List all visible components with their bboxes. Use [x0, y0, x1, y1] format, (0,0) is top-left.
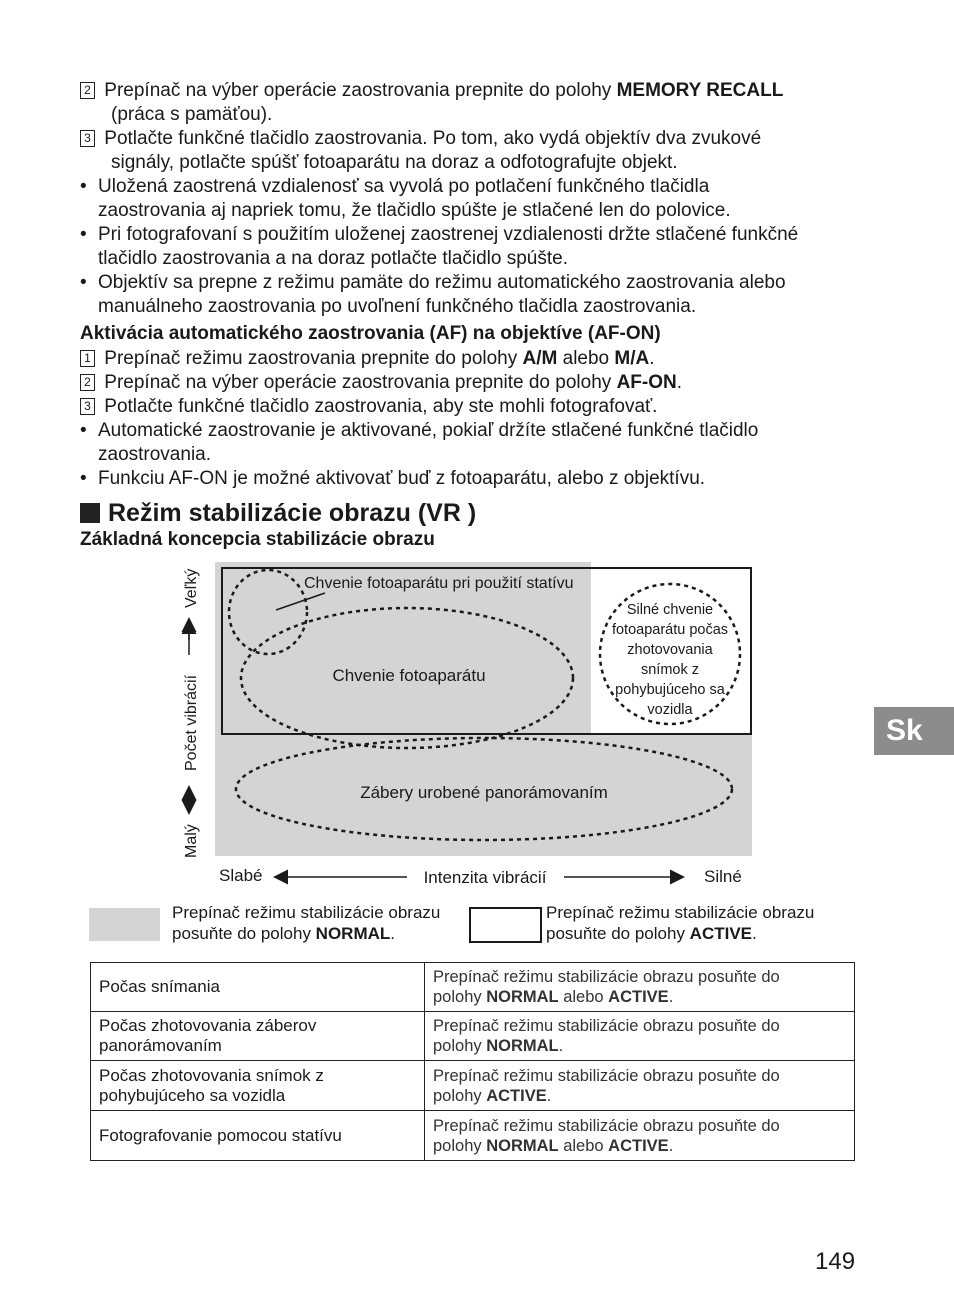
cell-line: Prepínač režimu stabilizácie obrazu posuňte do [433, 968, 780, 986]
afon-heading: Aktivácia automatického zaostrovania (AF) na objektíve (AF-ON) [80, 323, 661, 344]
camera-shake-label: Chvenie fotoaparátu [332, 666, 486, 685]
bullet-2-cont: tlačidlo zaostrovania a na doraz potlačte tlačidlo spúšte. [98, 248, 568, 269]
legend-line [546, 923, 814, 944]
x-axis-title: Intenzita vibrácií [423, 868, 547, 887]
instruction-cell [425, 1111, 855, 1161]
afon-bullet-1 [80, 419, 758, 443]
cell-text: polohy [433, 1086, 487, 1105]
table-row [91, 1012, 855, 1061]
cell-line [433, 1036, 846, 1056]
instruction-cell [425, 1061, 855, 1111]
bullet-text: Objektív sa prepne z režimu pamäte do režimu automatického zaostrovania alebo [98, 272, 786, 293]
language-tab: Sk [874, 707, 954, 755]
bullet-3-cont: manuálneho zaostrovania po uvoľnení funkčného tlačidla zaostrovania. [98, 296, 697, 317]
vehicle-label-line: zhotovovania [627, 642, 713, 658]
cell-text: polohy [433, 1037, 487, 1055]
afon-step-3 [80, 395, 657, 419]
x-axis-high-label: Silné [704, 867, 742, 886]
step-bold: MEMORY RECALL [616, 80, 784, 101]
cell-line [433, 1086, 846, 1106]
table-row [91, 1061, 855, 1111]
step-bold: A/M [522, 348, 558, 369]
mode-bold: NORMAL [486, 988, 559, 1006]
situation-cell [91, 1111, 425, 1161]
cell-line: Prepínač režimu stabilizácie obrazu posuňte do [433, 1066, 780, 1085]
cell-line: Prepínač režimu stabilizácie obrazu posuňte do [433, 1017, 780, 1035]
cell-text: polohy [433, 1136, 487, 1155]
tripod-label: Chvenie fotoaparátu pri použití statívu [304, 575, 574, 592]
y-axis-title: Počet vibrácií [183, 674, 200, 771]
mode-bold: ACTIVE [608, 988, 669, 1006]
afon-bullet-2 [80, 467, 705, 491]
situation-cell [91, 1061, 425, 1111]
step-text: Prepínač režimu zaostrovania prepnite do polohy [104, 348, 523, 369]
bullet-3 [80, 271, 786, 295]
step-bold: M/A [614, 348, 650, 369]
vehicle-label-line: vozidla [647, 702, 693, 718]
cell-text: . [668, 1136, 674, 1155]
bullet-text: Pri fotografovaní s použitím uloženej zaostrenej vzdialenosti držte stlačené funkčné [98, 224, 799, 245]
vr-heading [80, 499, 476, 528]
step-number: 3 [80, 130, 95, 147]
bullet-text: Automatické zaostrovanie je aktivované, pokiaľ držíte stlačené funkčné tlačidlo [98, 420, 759, 441]
step-3-line [80, 127, 761, 151]
afon-step-2 [80, 371, 682, 395]
step-text: . [676, 372, 682, 393]
vr-subheading: Základná koncepcia stabilizácie obrazu [80, 529, 435, 550]
legend-active-text [546, 902, 814, 944]
cell-line: Počas zhotovovania snímok z [99, 1065, 324, 1085]
cell-line: Počas zhotovovania záberov [99, 1016, 317, 1035]
y-axis-high-label: Veľký [183, 568, 200, 608]
cell-line: Počas snímania [99, 977, 220, 996]
panning-label: Zábery urobené panorámovaním [360, 783, 608, 802]
bullet-1-cont: zaostrovania aj napriek tomu, že tlačidlo spúšte je stlačené len do polovice. [98, 200, 731, 221]
step-number: 2 [80, 374, 95, 391]
y-axis-low-label: Malý [183, 824, 200, 858]
bullet-2 [80, 223, 798, 247]
cell-line: Fotografovanie pomocou statívu [99, 1125, 342, 1145]
legend-line [172, 923, 440, 944]
afon-bullet-1-cont: zaostrovania. [98, 444, 212, 465]
step-number: 1 [80, 350, 95, 367]
cell-line: Prepínač režimu stabilizácie obrazu posuňte do [433, 1116, 780, 1135]
legend-line: Prepínač režimu stabilizácie obrazu [172, 903, 441, 922]
step-number: 2 [80, 82, 95, 99]
bullet-dot-icon: • [80, 420, 87, 441]
table-row [91, 963, 855, 1012]
vr-heading-text: Režim stabilizácie obrazu (VR ) [108, 499, 477, 527]
mode-bold: ACTIVE [486, 1086, 547, 1105]
bullet-dot-icon: • [80, 468, 87, 489]
cell-line: panorámovaním [99, 1036, 222, 1055]
bullet-text: Uložená zaostrená vzdialenosť sa vyvolá po potlačení funkčného tlačidla [98, 176, 710, 197]
cell-text: . [558, 1037, 564, 1055]
step-3-continuation: signály, potlačte spúšť fotoaparátu na doraz a odfotografujte objekt. [111, 152, 678, 173]
mode-bold: ACTIVE [608, 1136, 669, 1155]
instruction-cell [425, 963, 855, 1012]
step-text: alebo [557, 348, 615, 369]
cell-line [433, 987, 846, 1007]
step-text: Prepínač na výber operácie zaostrovania prepnite do polohy [104, 372, 617, 393]
cell-text: polohy [433, 988, 487, 1006]
legend-normal-text [172, 902, 440, 944]
legend-active-swatch [469, 907, 542, 943]
bullet-dot-icon: • [80, 224, 87, 245]
legend-post: . [752, 924, 757, 943]
step-text: Potlačte funkčné tlačidlo zaostrovania. Po tom, ako vydá objektív dva zvukové [104, 128, 762, 149]
instruction-cell [425, 1012, 855, 1061]
vehicle-label-line: snímok z [640, 662, 700, 678]
cell-text: . [668, 988, 674, 1006]
page-number: 149 [815, 1248, 856, 1275]
legend-post: . [390, 924, 396, 943]
cell-line: pohybujúceho sa vozidla [99, 1085, 286, 1105]
x-axis-low-label: Slabé [219, 866, 263, 885]
situation-cell [91, 963, 425, 1012]
vehicle-label-line: Silné chvenie [626, 602, 714, 618]
bullet-1 [80, 175, 709, 199]
legend-bold: NORMAL [315, 924, 391, 943]
step-bold: AF-ON [616, 372, 677, 393]
legend-line: Prepínač režimu stabilizácie obrazu [546, 903, 815, 922]
step-text: Prepínač na výber operácie zaostrovania prepnite do polohy [104, 80, 617, 101]
cell-text: alebo [558, 1136, 609, 1155]
mode-bold: NORMAL [486, 1037, 559, 1055]
cell-line [433, 1136, 846, 1156]
vehicle-label-line: fotoaparátu počas [611, 622, 729, 638]
legend-pre: posuňte do polohy [546, 924, 690, 943]
step-text: . [649, 348, 655, 369]
table-row [91, 1111, 855, 1161]
step-2-continuation: (práca s pamäťou). [111, 104, 273, 125]
step-number: 3 [80, 398, 95, 415]
bullet-text: Funkciu AF-ON je možné aktivovať buď z fotoaparátu, alebo z objektívu. [98, 468, 706, 489]
vr-mode-table [90, 962, 855, 1161]
step-2-line [80, 79, 783, 103]
situation-cell [91, 1012, 425, 1061]
legend-pre: posuňte do polohy [172, 924, 316, 943]
mode-bold: NORMAL [486, 1136, 559, 1155]
bullet-dot-icon: • [80, 272, 87, 293]
cell-text: alebo [558, 988, 609, 1006]
legend-bold: ACTIVE [689, 924, 753, 943]
cell-text: . [546, 1086, 552, 1105]
bullet-dot-icon: • [80, 176, 87, 197]
legend-normal-swatch [89, 908, 160, 941]
vehicle-label-line: pohybujúceho sa [615, 682, 725, 698]
square-bullet-icon [80, 503, 100, 523]
step-text: Potlačte funkčné tlačidlo zaostrovania, aby ste mohli fotografovať. [104, 396, 658, 417]
vibration-diagram [0, 555, 954, 895]
afon-step-1 [80, 347, 655, 371]
